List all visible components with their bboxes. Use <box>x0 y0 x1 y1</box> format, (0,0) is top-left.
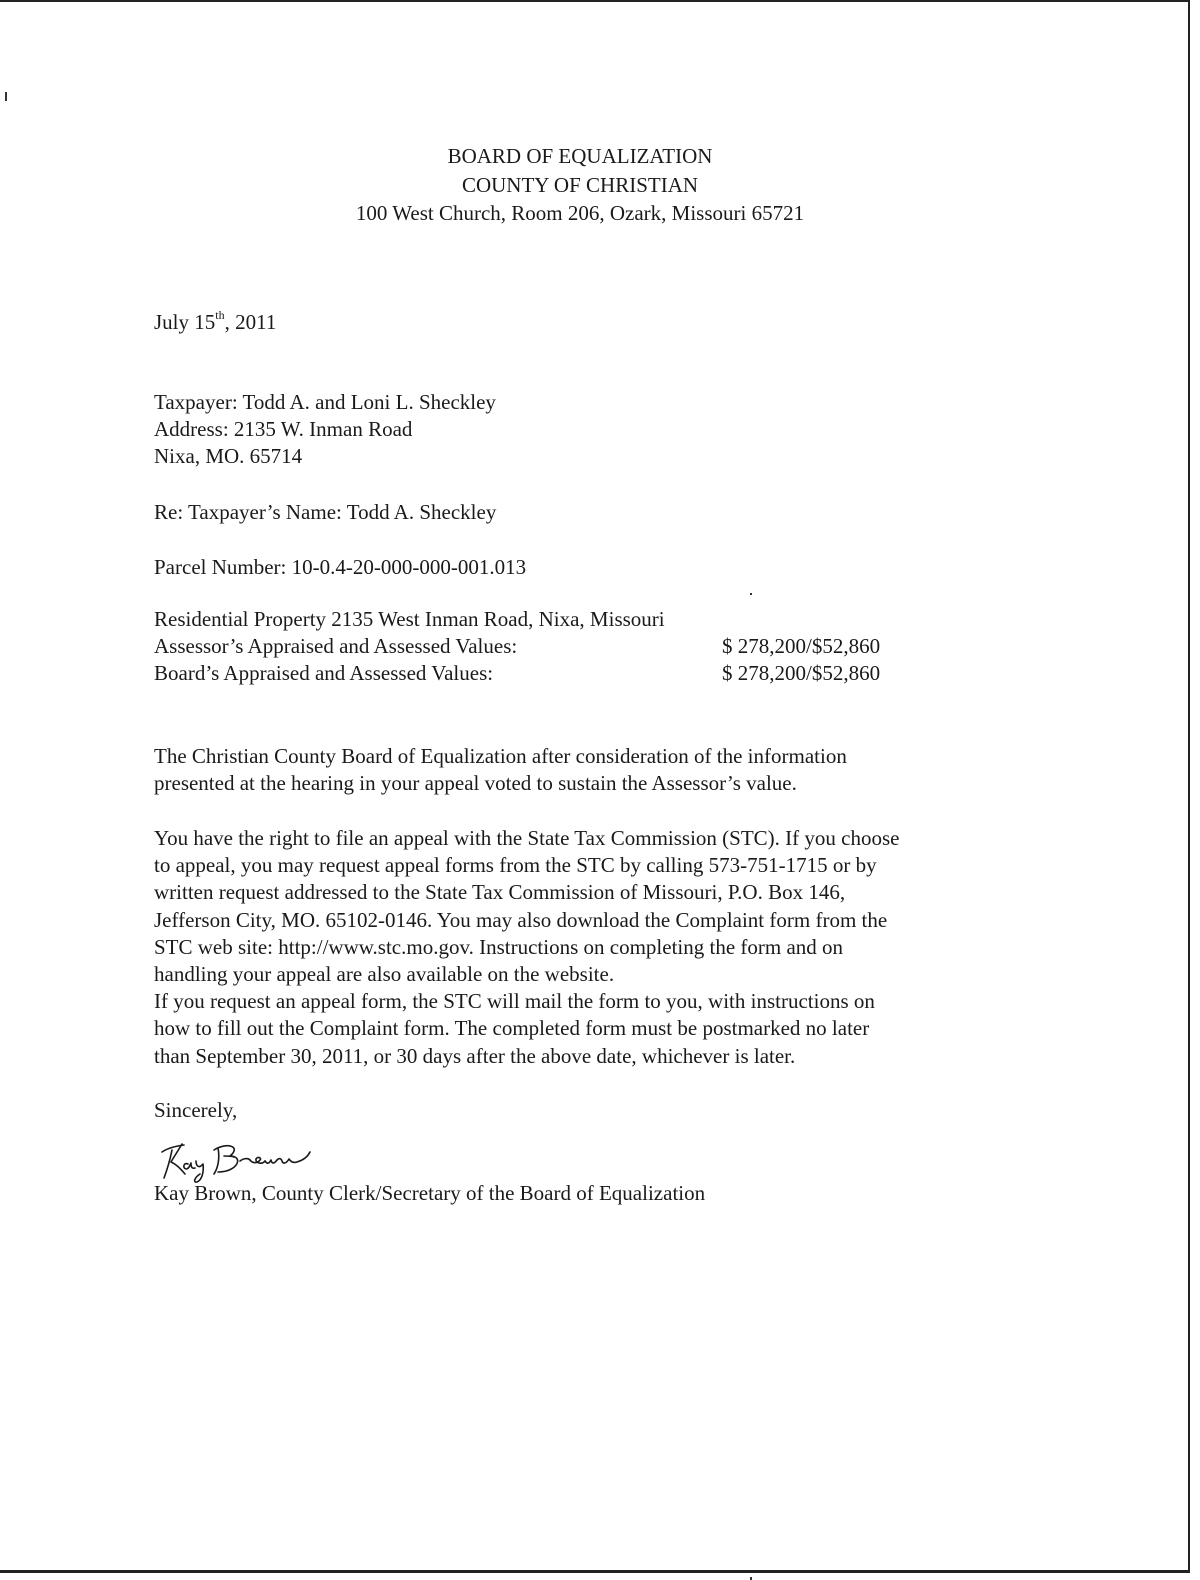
letterhead <box>0 142 1160 228</box>
re-line: Re: Taxpayer’s Name: Todd A. Sheckley <box>154 500 497 524</box>
assessor-values-label: Assessor’s Appraised and Assessed Values: <box>154 634 518 659</box>
taxpayer-address: Address: 2135 W. Inman Road <box>154 417 413 442</box>
decision-line: presented at the hearing in your appeal voted to sustain the Assessor’s value. <box>154 771 797 796</box>
board-values-amount: $ 278,200/$52,860 <box>722 661 881 686</box>
scan-speck <box>5 92 7 101</box>
property-values <box>154 606 881 688</box>
taxpayer-city: Nixa, MO. 65714 <box>154 444 303 469</box>
scan-speck <box>750 593 752 595</box>
decision-paragraph <box>154 743 847 797</box>
scan-border-right <box>1188 0 1190 1572</box>
taxpayer-block <box>154 389 496 471</box>
appeal-line: STC web site: http://www.stc.mo.gov. Instructions on completing the form and on <box>154 934 844 959</box>
appeal-line: than September 30, 2011, or 30 days after the above date, whichever is later. <box>154 1043 796 1068</box>
appeal-line: how to fill out the Complaint form. The completed form must be postmarked no later <box>154 1016 870 1041</box>
parcel-number: Parcel Number: 10-0.4-20-000-000-001.013 <box>154 555 527 579</box>
board-values-row <box>154 660 881 687</box>
closing: Sincerely, <box>154 1098 238 1122</box>
appeal-line: to appeal, you may request appeal forms from the STC by calling 573-751-1715 or by <box>154 853 877 878</box>
letterhead-board: BOARD OF EQUALIZATION <box>447 144 713 168</box>
property-description: Residential Property 2135 West Inman Road, Nixa, Missouri <box>154 607 665 631</box>
appeal-line: written request addressed to the State Tax Commission of Missouri, P.O. Box 146, <box>154 880 846 905</box>
letterhead-address: 100 West Church, Room 206, Ozark, Missouri 65721 <box>355 201 805 225</box>
board-values-label: Board’s Appraised and Assessed Values: <box>154 661 494 686</box>
scan-border-bottom <box>0 1570 1190 1573</box>
assessor-values-amount: $ 278,200/$52,860 <box>722 634 881 659</box>
assessor-values-row <box>154 633 881 660</box>
appeal-line: Jefferson City, MO. 65102-0146. You may also download the Complaint form from the <box>154 907 888 932</box>
letter-date <box>154 309 276 336</box>
handwritten-signature <box>158 1128 358 1184</box>
scan-border-top <box>0 0 1188 2</box>
decision-line: The Christian County Board of Equalization after consideration of the information <box>154 744 847 768</box>
date-suffix: th <box>215 308 225 322</box>
signer-name-title: Kay Brown, County Clerk/Secretary of the Board of Equalization <box>154 1181 706 1205</box>
appeal-paragraph <box>154 825 899 1070</box>
appeal-line: handling your appeal are also available on the website. <box>154 962 615 987</box>
taxpayer-name: Taxpayer: Todd A. and Loni L. Sheckley <box>154 390 496 414</box>
appeal-line: If you request an appeal form, the STC will mail the form to you, with instructions on <box>154 989 875 1014</box>
appeal-line: You have the right to file an appeal with the State Tax Commission (STC). If you choose <box>154 826 900 850</box>
date-month-day: July 15 <box>154 310 216 334</box>
letterhead-county: COUNTY OF CHRISTIAN <box>461 172 699 197</box>
date-year: , 2011 <box>224 310 277 334</box>
